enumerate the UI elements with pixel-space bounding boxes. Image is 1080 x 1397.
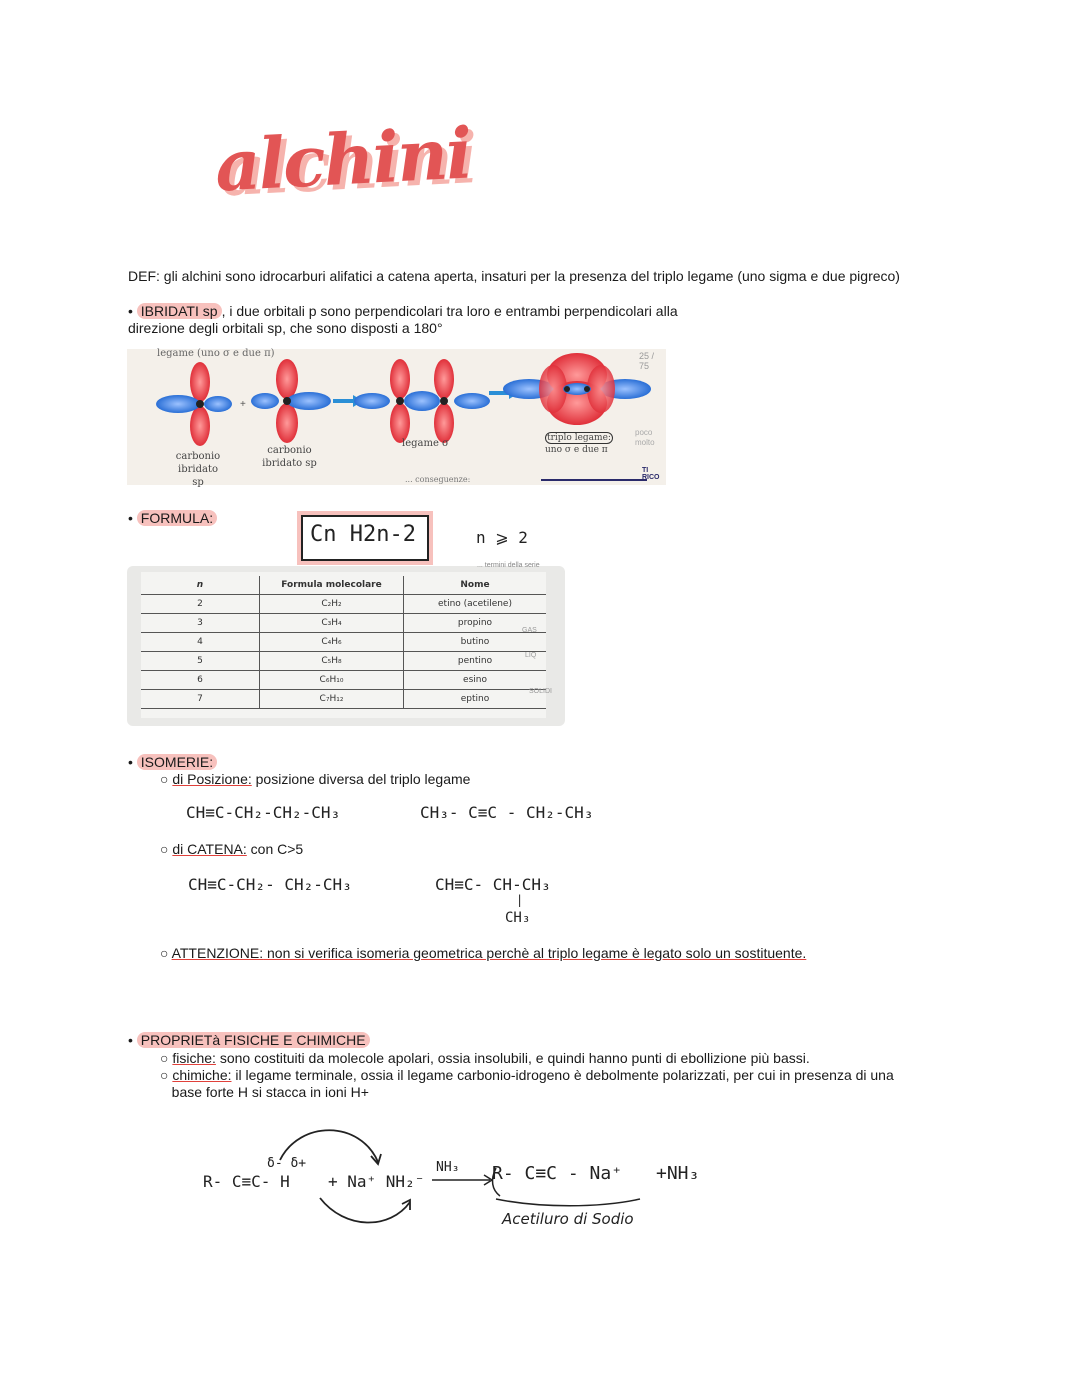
corner-note-2: molto xyxy=(635,438,655,447)
cell-formula: C₅H₈ xyxy=(260,652,404,671)
catena-formula-1: CH≡C-CH₂- CH₂-CH₃ xyxy=(188,875,352,894)
header-nome: Nome xyxy=(404,576,547,595)
table-row xyxy=(141,614,546,633)
triplo-legame-circled: triplo legame: xyxy=(547,433,611,443)
fisiche-text: sono costituiti da molecole apolari, ossia insolubili, e quindi hanno punti di ebollizione più bassi. xyxy=(215,1050,810,1066)
label-carbonio-2: carbonio ibridato sp xyxy=(262,445,317,469)
svg-text:+: + xyxy=(240,399,246,410)
cell-formula: C₇H₁₂ xyxy=(260,690,404,709)
cell-n: 6 xyxy=(141,671,260,690)
chimiche-text-2: base forte H si stacca in ioni H+ xyxy=(171,1084,369,1100)
catena-formula-2: CH≡C- CH-CH₃ xyxy=(435,875,551,894)
corner-note xyxy=(635,428,655,448)
triplo-legame-detail: uno σ e due π xyxy=(545,445,608,455)
alkyne-table xyxy=(141,576,546,709)
table-row xyxy=(141,595,546,614)
cell-name: propino xyxy=(404,614,547,633)
proprieta-chimiche: ○ chimiche: il legame terminale, ossia il legame carbonio-idrogeno è debolmente polarizzati, per cui in presenza di una base forte H si stacca in ioni H+ xyxy=(160,1067,894,1100)
cell-name: pentino xyxy=(404,652,547,671)
proprieta-label: PROPRIETà FISICHE E CHIMICHE xyxy=(137,1032,370,1048)
isomerie-attenzione: ○ ATTENZIONE: non si verifica isomeria geometrica perchè al triplo legame è legato solo un sostituente. xyxy=(160,945,807,961)
table-row xyxy=(141,690,546,709)
bullet: • xyxy=(128,754,137,770)
page-title: alchini xyxy=(213,111,473,208)
orbital-figure xyxy=(127,348,666,488)
catena-label: di CATENA: xyxy=(172,841,247,857)
corner-note-1: poco xyxy=(635,428,653,437)
byproduct: +NH₃ xyxy=(656,1163,700,1184)
fisiche-label: fisiche: xyxy=(172,1050,216,1066)
margin-scribble: 25 / 75 xyxy=(639,351,655,371)
table-caption: ... termini della serie xyxy=(477,562,540,569)
proprieta-label-row xyxy=(128,1032,370,1049)
cell-formula: C₆H₁₀ xyxy=(260,671,404,690)
table-paper xyxy=(141,572,546,718)
cell-name: eptino xyxy=(404,690,547,709)
formula-condition: n ⩾ 2 xyxy=(476,528,528,547)
formula-label: FORMULA: xyxy=(137,510,217,526)
table-row xyxy=(141,633,546,652)
bullet: • xyxy=(128,510,137,526)
product: R- C≡C - Na⁺ xyxy=(492,1163,623,1184)
alkyne-table-figure xyxy=(127,562,565,726)
ibridati-text-1: , i due orbitali p sono perpendicolari tra loro e entrambi perpendicolari alla xyxy=(221,303,678,319)
posizione-label: di Posizione: xyxy=(172,771,252,787)
cell-name: etino (acetilene) xyxy=(404,595,547,614)
cell-name: butino xyxy=(404,633,547,652)
proprieta-fisiche: ○ fisiche: sono costituiti da molecole apolari, ossia insolubili, e quindi hanno punti di ebollizione più bassi. xyxy=(160,1050,810,1066)
header-n: n xyxy=(141,576,260,595)
label-carbonio-1: carbonio ibridato sp xyxy=(175,451,221,488)
formula-label-row xyxy=(128,510,217,527)
partial-charges: δ- δ+ xyxy=(267,1156,307,1171)
note-liq: LIQ xyxy=(525,652,537,659)
catena-branch-line: | xyxy=(516,893,524,907)
note-gas: GAS xyxy=(522,627,537,634)
isomerie-catena: ○ di CATENA: con C>5 xyxy=(160,841,304,857)
cell-name: esino xyxy=(404,671,547,690)
formula-expression: Cn H2n-2 xyxy=(310,522,416,547)
reagent: + Na⁺ NH₂⁻ xyxy=(328,1172,425,1191)
table-header-row xyxy=(141,576,546,595)
cell-n: 2 xyxy=(141,595,260,614)
attenzione-text: non si verifica isomeria geometrica perchè al triplo legame è legato solo un sostituente. xyxy=(263,945,807,961)
table-row xyxy=(141,652,546,671)
cell-n: 4 xyxy=(141,633,260,652)
chimiche-label: chimiche: xyxy=(172,1067,232,1083)
definition-text: DEF: gli alchini sono idrocarburi alifatici a catena aperta, insaturi per la presenza del triplo legame (uno sigma e due pigreco) xyxy=(128,268,900,284)
isomerie-label-row xyxy=(128,754,217,771)
posizione-formula-1: CH≡C-CH₂-CH₂-CH₃ xyxy=(186,803,341,822)
table-row xyxy=(141,671,546,690)
ibridati-label: IBRIDATI sp xyxy=(137,303,222,319)
reactant: R- C≡C- H xyxy=(203,1172,290,1191)
posizione-text: posizione diversa del triplo legame xyxy=(251,771,471,787)
cell-n: 5 xyxy=(141,652,260,671)
arrow-label: NH₃ xyxy=(436,1160,460,1175)
corner-tag: TI RICO xyxy=(642,467,660,481)
note-solidi: SOLIDI xyxy=(529,688,552,695)
cell-n: 3 xyxy=(141,614,260,633)
catena-branch: CH₃ xyxy=(505,910,531,926)
header-formula: Formula molecolare xyxy=(260,576,404,595)
attenzione-label: ATTENZIONE: xyxy=(171,945,264,961)
cell-formula: C₃H₄ xyxy=(260,614,404,633)
cell-formula: C₂H₂ xyxy=(260,595,404,614)
cell-n: 7 xyxy=(141,690,260,709)
ibridati-paragraph xyxy=(128,303,828,337)
isomerie-posizione: ○ di Posizione: posizione diversa del triplo legame xyxy=(160,771,471,787)
label-legame-sigma: legame σ xyxy=(402,438,449,449)
isomerie-label: ISOMERIE: xyxy=(137,754,217,770)
ibridati-text-2: direzione degli orbitali sp, che sono disposti a 180° xyxy=(128,320,443,336)
label-triplo-legame xyxy=(545,432,613,456)
figure-bottom-caption: ... conseguenze: xyxy=(405,475,471,484)
chimiche-text: il legame terminale, ossia il legame carbonio-idrogeno è debolmente polarizzati, per cui in presenza di una xyxy=(231,1067,894,1083)
bullet: • xyxy=(128,1032,137,1048)
catena-text: con C>5 xyxy=(246,841,304,857)
product-name: Acetiluro di Sodio xyxy=(502,1210,634,1228)
figure-top-caption: legame (uno σ e due π) xyxy=(157,348,275,359)
posizione-formula-2: CH₃- C≡C - CH₂-CH₃ xyxy=(420,803,594,822)
bullet: • xyxy=(128,303,137,319)
cell-formula: C₄H₆ xyxy=(260,633,404,652)
